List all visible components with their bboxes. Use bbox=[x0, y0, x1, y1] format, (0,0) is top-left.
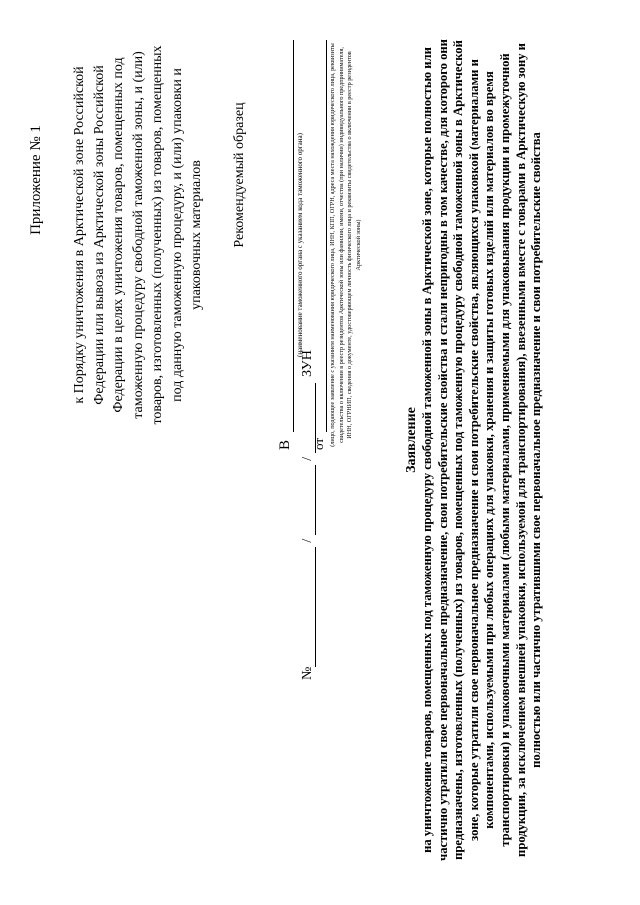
registration-number-row bbox=[300, 320, 316, 680]
order-reference: к Порядку уничтожения в Арктической зоне Российской Федерации или вывоза из Арктической зоны Российской Федерации в целях уничтожения товаров, помещенных под таможенную процедуру свободной таможенной зоны, и (или) товаров, изготовленных (полученных) из товаров, помещенных под данную таможенную процедуру, и (или) упаковки и упаковочных материалов bbox=[72, 45, 204, 425]
statement-title: Заявление bbox=[404, 407, 419, 473]
recommended-sample-label: Рекомендуемый образец bbox=[232, 102, 247, 248]
from-label: от bbox=[311, 437, 326, 450]
registration-number-field-1[interactable] bbox=[301, 547, 316, 667]
to-caption: (наименование таможенного органа с указанием кода таможенного органа) bbox=[296, 133, 304, 357]
separator-2: / bbox=[300, 456, 315, 461]
to-row bbox=[277, 40, 294, 450]
customs-authority-field[interactable] bbox=[277, 40, 294, 432]
separator-1: / bbox=[300, 538, 315, 543]
to-label: В bbox=[277, 439, 293, 450]
registration-number-field-2[interactable] bbox=[301, 465, 316, 535]
from-caption: (лицо, подающее заявление с указанием наименования юридического лица, ИНН, КПП, ОГРН, адреса места нахождения юридического лица, реквизиты свидетельства о включении в реестр резидентов Арктической зоны или фамилии, имени, отчества (при наличии) индивидуального предпринимателя, ИНН, ОГРНИП, сведения о документе, удостоверяющем личность физического лица и реквизиты свидетельства о включении в реестр резидентов Арктической зоны) bbox=[329, 43, 362, 447]
addressee-block bbox=[277, 40, 363, 450]
registration-suffix: ЗУН bbox=[300, 350, 315, 377]
number-sign: № bbox=[300, 666, 315, 680]
appendix-title: Приложение № 1 bbox=[28, 125, 44, 235]
statement-body: на уничтожение товаров, помещенных под таможенную процедуру свободной таможенной зоны в Арктической зоне, которые полностью или частично утратили свое первоначальное предназначение, свои потребительские свойства и стали непригодны в том качестве, для которого они предназначены, изготовленных (полученных) из товаров, помещенных под таможенную процедуру свободной таможенной зоны в Арктической зоне, которые утратили свое первоначальное предназначение и свои потребительские свойства, являющихся упаковкой (материалами и компонентами, используемыми при любых операциях для упаковки, хранения и защиты готовых изделий или материалов во время транспортировки) и упаковочными материалами (любыми материалами, применяемыми для упаковывания продукции и промежуточной продукции, за исключением внешней упаковки, используемой для транспортирования), ввезенными вместе с товарами в Арктическую зону и полностью или частично утратившими свое первоначальное предназначение и свои потребительские свойства bbox=[420, 39, 544, 861]
registration-number-field-3[interactable] bbox=[301, 383, 316, 453]
